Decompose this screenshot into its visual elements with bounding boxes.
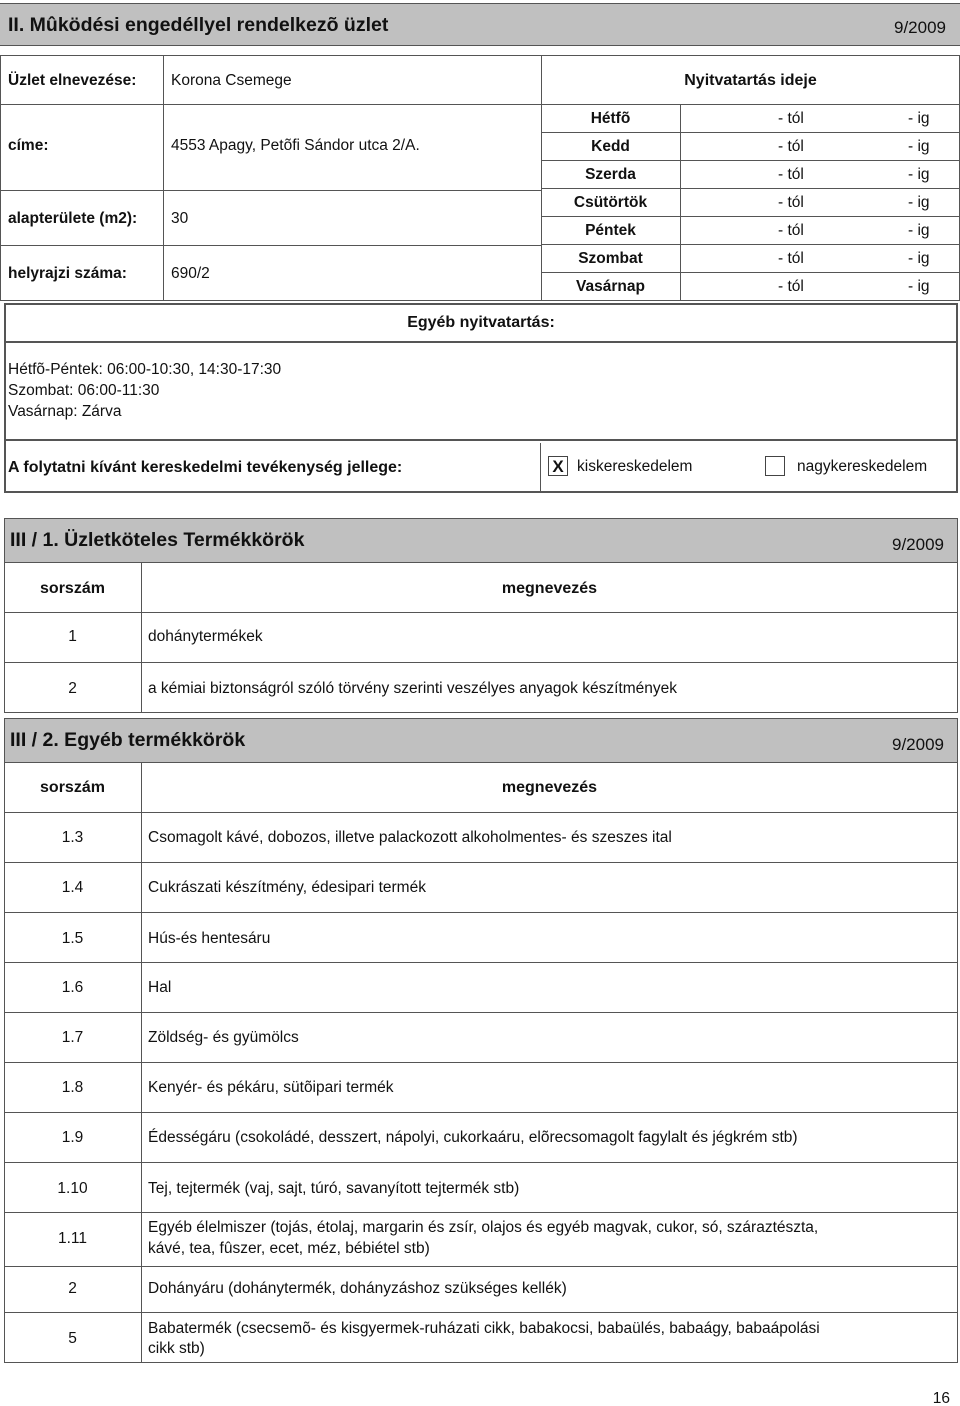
day-szombat: Szombat	[578, 250, 643, 267]
wholesale-label: nagykereskedelem	[797, 458, 928, 475]
section32-row-name: Hús-és hentesáru	[148, 930, 271, 947]
section32-col-name: megnevezés	[501, 779, 598, 796]
section32-row-no: 1.10	[57, 1180, 88, 1197]
other-hours-line-3: Vasárnap: Zárva	[8, 403, 122, 420]
area-value: 30	[171, 210, 189, 227]
day-szerda: Szerda	[585, 166, 636, 183]
day-pentek-to: - ig	[908, 222, 930, 239]
section32-row-no: 2	[68, 1280, 77, 1297]
section32-row-no: 1.4	[61, 879, 84, 896]
section32-row-no: 1.3	[61, 829, 84, 846]
section32-row-no: 1.9	[61, 1129, 84, 1146]
other-hours-label: Egyéb nyitvatartás:	[407, 314, 555, 331]
day-szerda-from: - tól	[778, 166, 804, 183]
section32-row-name: Babatermék (csecsemõ- és kisgyermek-ruházati cikk, babakocsi, babaülés, babaágy, babaápolási	[148, 1320, 820, 1337]
section32-row-name-cont: cikk stb)	[148, 1340, 205, 1357]
section31-row-1-name: dohánytermékek	[148, 628, 263, 645]
address-label: címe:	[8, 137, 49, 154]
day-pentek: Péntek	[585, 222, 636, 239]
section32-row-name: Cukrászati készítmény, édesipari termék	[148, 879, 426, 896]
wholesale-checkbox[interactable]	[765, 456, 785, 476]
plot-label: helyrajzi száma:	[8, 265, 127, 282]
page-number: 16	[932, 1390, 950, 1406]
section32-row-no: 1.8	[61, 1079, 84, 1096]
day-csutortok-to: - ig	[908, 194, 930, 211]
retail-label: kiskereskedelem	[577, 458, 693, 475]
section31-col-no: sorszám	[40, 580, 105, 597]
section32-row-name-cont: kávé, tea, fûszer, ecet, méz, bébiétel stb)	[148, 1240, 430, 1257]
shop-name-label: Üzlet elnevezése:	[8, 72, 137, 89]
retail-checkmark: X	[552, 457, 564, 476]
activity-label: A folytatni kívánt kereskedelmi tevékenység jellege:	[8, 459, 403, 476]
day-kedd-to: - ig	[908, 138, 930, 155]
day-pentek-from: - tól	[778, 222, 804, 239]
day-szerda-to: - ig	[908, 166, 930, 183]
shop-name-value: Korona Csemege	[171, 72, 292, 89]
section31-col-name: megnevezés	[501, 580, 598, 597]
section32-row-name: Dohányáru (dohánytermék, dohányzáshoz szükséges kellék)	[148, 1280, 567, 1297]
section32-row-no: 1.7	[61, 1029, 84, 1046]
section32-row-name: Kenyér- és pékáru, sütõipari termék	[148, 1079, 394, 1096]
day-hetfo: Hétfõ	[590, 110, 631, 127]
day-vasarnap-to: - ig	[908, 278, 930, 295]
day-szombat-from: - tól	[778, 250, 804, 267]
section32-title: III / 2. Egyéb termékkörök	[10, 729, 246, 751]
day-szombat-to: - ig	[908, 250, 930, 267]
section32-row-name: Zöldség- és gyümölcs	[148, 1029, 299, 1046]
section32-row-no: 5	[68, 1330, 77, 1347]
section31-year: 9/2009	[892, 535, 944, 554]
day-kedd-from: - tól	[778, 138, 804, 155]
section32-col-no: sorszám	[40, 779, 105, 796]
section31-row-2-no: 2	[68, 680, 77, 697]
day-hetfo-to: - ig	[908, 110, 930, 127]
section32-year: 9/2009	[892, 735, 944, 754]
day-kedd: Kedd	[591, 138, 630, 155]
opening-hours-header: Nyitvatartás ideje	[684, 72, 817, 89]
section32-row-name: Hal	[148, 979, 172, 996]
section31-row-2-name: a kémiai biztonságról szóló törvény szerinti veszélyes anyagok készítmények	[148, 680, 677, 697]
retail-checkbox[interactable]	[548, 456, 568, 476]
section32-row-name: Egyéb élelmiszer (tojás, étolaj, margarin és zsír, olajos és egyéb magvak, cukor, só, száraztészta,	[148, 1219, 819, 1236]
area-label: alapterülete (m2):	[8, 210, 138, 227]
plot-value: 690/2	[171, 265, 210, 282]
day-vasarnap: Vasárnap	[576, 278, 645, 295]
other-hours-line-2: Szombat: 06:00-11:30	[8, 382, 160, 399]
section32-row-no: 1.5	[61, 930, 84, 947]
address-value: 4553 Apagy, Petõfi Sándor utca 2/A.	[171, 137, 420, 154]
day-hetfo-from: - tól	[778, 110, 804, 127]
section31-title: III / 1. Üzletköteles Termékkörök	[10, 529, 305, 551]
section32-row-name: Tej, tejtermék (vaj, sajt, túró, savanyított tejtermék stb)	[148, 1180, 520, 1197]
section32-table	[4, 763, 958, 1363]
section-title: II. Mûködési engedéllyel rendelkezõ üzlet	[8, 14, 389, 36]
section32-row-no: 1.6	[61, 979, 84, 996]
section32-row-name: Csomagolt kávé, dobozos, illetve palackozott alkoholmentes- és szeszes ital	[148, 829, 672, 846]
section32-row-no: 1.11	[57, 1230, 88, 1247]
section31-row-1-no: 1	[68, 628, 77, 645]
other-hours-line-1: Hétfõ-Péntek: 06:00-10:30, 14:30-17:30	[8, 361, 282, 378]
day-csutortok-from: - tól	[778, 194, 804, 211]
day-csutortok: Csütörtök	[573, 194, 648, 211]
section-year: 9/2009	[894, 18, 946, 37]
section32-row-name: Édességáru (csokoládé, desszert, nápolyi, cukorkaáru, elõrecsomagolt fagylalt és jégkrém stb)	[148, 1129, 798, 1146]
day-vasarnap-from: - tól	[778, 278, 804, 295]
